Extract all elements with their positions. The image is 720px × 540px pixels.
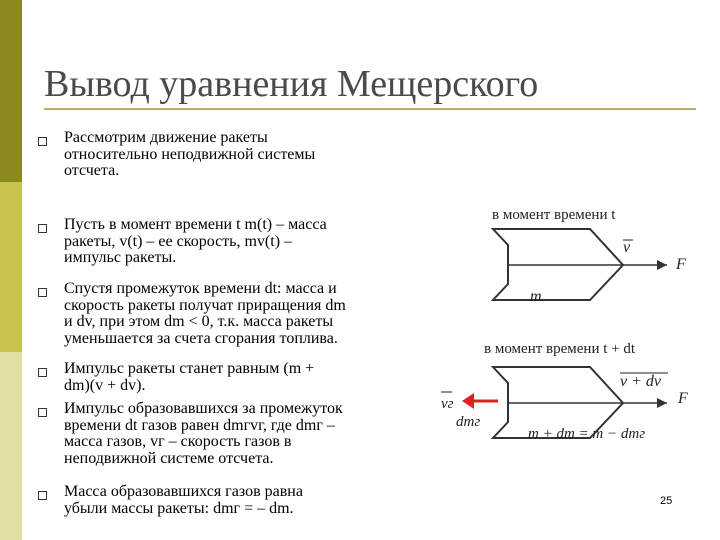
bullet-text <box>64 361 436 394</box>
bullet-text <box>64 281 436 347</box>
force-label: F <box>678 390 688 407</box>
bullet-text <box>64 401 436 467</box>
gas-velocity-label: vг <box>441 396 454 412</box>
bullet-line: Рассмотрим движение ракеты <box>64 129 268 146</box>
bullet-text <box>64 217 436 267</box>
bullet-line: Спустя промежуток времени dt: масса и <box>64 280 337 297</box>
bullet-text <box>64 484 436 517</box>
bullet-line: импульс ракеты. <box>64 249 177 266</box>
bullet-text <box>64 130 436 180</box>
title-underline <box>44 108 696 110</box>
bullet-line: Пусть в момент времени t m(t) – масса <box>64 216 327 233</box>
mass-equation-label: m + dm = m − dmг <box>528 426 646 442</box>
force-arrow-head-icon <box>657 260 667 270</box>
gas-arrow-head-icon <box>462 393 474 409</box>
gas-mass-label: dmг <box>456 414 481 430</box>
bullet-line: отсчета. <box>64 162 120 179</box>
bullet-line: Импульс ракеты станет равным (m + <box>64 360 315 377</box>
velocity-label: v <box>623 239 631 256</box>
slide-title: Вывод уравнения Мещерского <box>44 63 539 105</box>
mass-label: m <box>530 288 542 305</box>
force-label: F <box>676 256 686 273</box>
bullet-line: ракеты, v(t) – ее скорость, mv(t) – <box>64 232 293 250</box>
bullet-marker <box>38 288 47 297</box>
rocket-diagram-t <box>440 198 710 310</box>
bullet-line: относительно неподвижной системы <box>64 145 316 163</box>
bullet-marker <box>38 137 47 146</box>
figure1-caption: в момент времени t <box>492 207 616 223</box>
bullet-line: скорость ракеты получат приращения dm <box>64 296 346 314</box>
bullet-line: dm)(v + dv). <box>64 376 146 394</box>
rocket-diagram-t-dt <box>440 336 710 448</box>
bullet-marker <box>38 408 47 417</box>
sidebar-bottom-block <box>0 352 22 540</box>
page-number: 25 <box>660 495 673 507</box>
bullet-marker <box>38 224 47 233</box>
bullet-marker <box>38 368 47 377</box>
sidebar-decoration <box>0 0 22 540</box>
bullet-line: неподвижной системе отсчета. <box>64 449 274 467</box>
bullet-line: масса газов, vг – скорость газов в <box>64 433 292 450</box>
bullet-line: времени dt газов равен dmгvг, где dmг – <box>64 416 335 434</box>
figure2-caption: в момент времени t + dt <box>484 341 636 357</box>
sidebar-middle-block <box>0 182 22 352</box>
bullet-line: Импульс образовавшихся за промежуток <box>64 400 343 417</box>
velocity-label: v + dv <box>620 373 661 390</box>
bullet-line: и dv, при этом dm < 0, т.к. масса ракеты <box>64 313 334 330</box>
bullet-line: Масса образовавшихся газов равна <box>64 483 303 500</box>
force-arrow-head-icon <box>657 398 667 408</box>
bullet-marker <box>38 491 47 500</box>
bullet-line: уменьшается за счета сгорания топлива. <box>64 329 338 347</box>
bullet-line: убыли массы ракеты: dmг = – dm. <box>64 499 294 517</box>
sidebar-top-block <box>0 0 22 182</box>
